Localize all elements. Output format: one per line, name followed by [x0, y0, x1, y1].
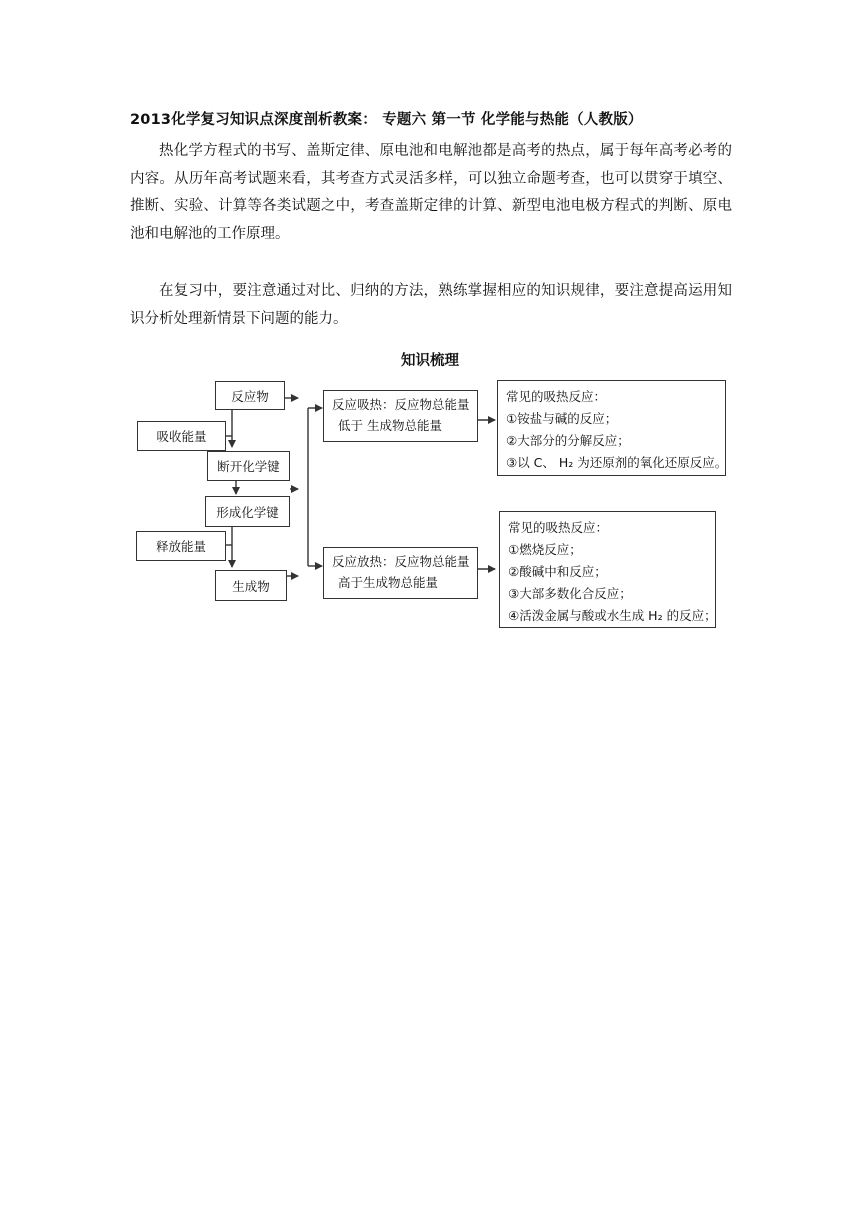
product-box	[215, 570, 287, 601]
exothermic-examples-box	[499, 511, 716, 628]
exo-examples-heading: 常见的吸热反应：	[508, 520, 609, 535]
endothermic-box	[323, 390, 478, 442]
document-title: 2013化学复习知识点深度剖析教案： 专题六 第一节 化学能与热能（人教版）	[130, 112, 643, 128]
intro-paragraph: 热化学方程式的书写、盖斯定律、原电池和电解池都是高考的热点，属于每年高考必考的内容。从历年高考试题来看，其考查方式灵活多样，可以独立命题考查，也可以贯穿于填空、推断、实验、计算等各类试题之中，考查盖斯定律的计算、新型电池电极方程式的判断、原电池和电解池的工作原理。	[130, 143, 732, 242]
absorb-energy-box	[137, 421, 226, 451]
release-energy-label: 释放能量	[155, 539, 206, 554]
exo-example-item: ④活泼金属与酸或水生成 H₂ 的反应；	[508, 608, 717, 623]
absorb-energy-label: 吸收能量	[156, 429, 207, 444]
exo-example-item: ②酸碱中和反应；	[508, 564, 607, 579]
break-bond-label: 断开化学键	[217, 459, 280, 474]
exothermic-box	[323, 547, 478, 599]
exothermic-line1: 反应放热：反应物总能量	[332, 554, 470, 569]
endothermic-line1: 反应吸热：反应物总能量	[332, 397, 470, 412]
exo-example-item: ①燃烧反应；	[508, 542, 582, 557]
form-bond-label: 形成化学键	[216, 504, 279, 520]
break-bond-box	[207, 451, 290, 481]
product-label: 生成物	[232, 578, 270, 594]
section-title: 知识梳理	[401, 353, 459, 369]
endo-examples-heading: 常见的吸热反应：	[506, 389, 607, 404]
reactant-label: 反应物	[231, 388, 269, 404]
endo-example-item: ②大部分的分解反应；	[506, 433, 630, 448]
endothermic-line2: 低于 生成物总能量	[338, 418, 442, 433]
reactant-box	[215, 381, 285, 410]
endo-example-item: ③以 C、 H₂ 为还原剂的氧化还原反应。	[506, 455, 728, 470]
review-tips-paragraph: 在复习中，要注意通过对比、归纳的方法，熟练掌握相应的知识规律，要注意提高运用知识分析处理新情景下问题的能力。	[130, 283, 732, 327]
form-bond-box	[205, 496, 290, 527]
release-energy-box	[136, 531, 226, 561]
endo-example-item: ①铵盐与碱的反应；	[506, 411, 618, 426]
exothermic-line2: 高于生成物总能量	[338, 575, 439, 590]
exo-example-item: ③大部多数化合反应；	[508, 586, 632, 601]
endothermic-examples-box	[497, 380, 726, 476]
